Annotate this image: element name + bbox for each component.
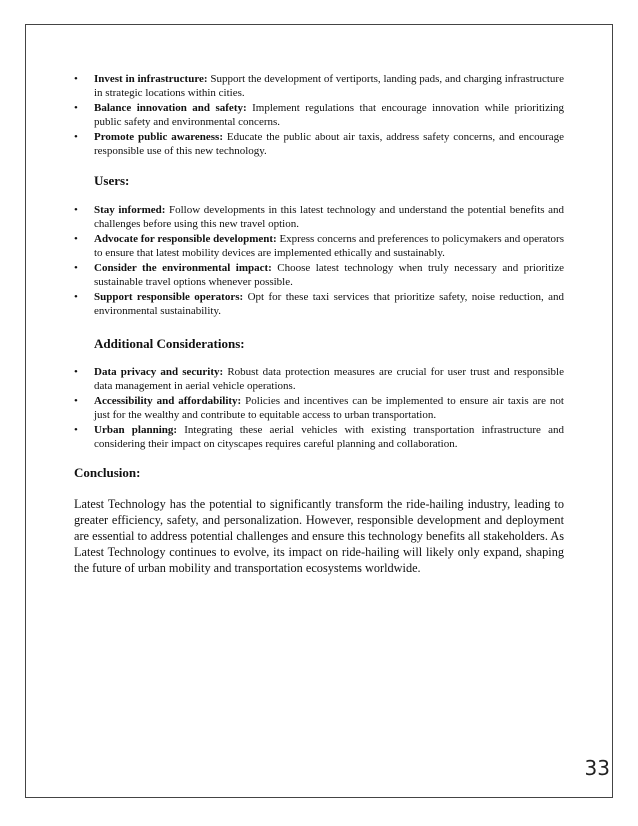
bullet-icon: • [74,262,78,274]
additional-considerations-heading: Additional Considerations: [94,336,245,351]
bullet-term: Data privacy and security: [94,366,224,378]
bullet-term: Support responsible operators: [94,291,244,303]
list-item [74,290,564,318]
bullet-icon: • [74,395,78,407]
bullet-icon: • [74,424,78,436]
list-item [74,423,564,451]
conclusion-heading: Conclusion: [74,465,141,480]
bullet-term: Promote public awareness: [94,131,223,143]
list-item [74,72,564,100]
bullet-icon: • [74,233,78,245]
bullet-text: Educate the public about air taxis, address safety concerns, and encourage responsible use of this new technology. [94,131,564,157]
list-item [74,232,564,260]
bullet-icon: • [74,131,78,143]
bullet-text: Policies and incentives can be implemented to ensure air taxis are not just for the wealthy and contribute to equitable access to urban transportation. [94,395,564,421]
users-heading: Users: [94,173,130,188]
list-item [74,130,564,158]
list-item [74,365,564,393]
bullet-text: Integrating these aerial vehicles with existing transportation infrastructure and considering their impact on cityscapes requires careful planning and collaboration. [94,424,564,450]
list-item [74,261,564,289]
bullet-text: Express concerns and preferences to policymakers and operators to ensure that latest mobility devices are implemented ethically and sustainably. [94,233,564,259]
bullet-term: Advocate for responsible development: [94,233,277,245]
bullet-term: Urban planning: [94,424,178,436]
additional-list [74,365,564,451]
bullet-icon: • [74,73,78,85]
bullet-term: Consider the environmental impact: [94,262,272,274]
bullet-term: Invest in infrastructure: [94,73,208,85]
bullet-text: Follow developments in this latest technology and understand the potential benefits and challenges before using this new travel option. [94,204,565,230]
bullet-term: Balance innovation and safety: [94,102,247,114]
list-item [74,101,564,129]
users-list [74,203,564,318]
page-number: 33 [584,756,610,780]
policy-list [74,72,564,158]
document-body [74,72,564,576]
list-item [74,203,564,231]
bullet-text: Opt for these taxi services that prioritize safety, noise reduction, and environmental sustainability. [94,291,564,317]
bullet-text: Robust data protection measures are crucial for user trust and responsible data management in aerial vehicle operations. [94,366,564,392]
list-item [74,394,564,422]
bullet-term: Accessibility and affordability: [94,395,242,407]
bullet-text: Choose latest technology when truly necessary and prioritize sustainable travel options whenever possible. [94,262,564,288]
bullet-icon: • [74,366,78,378]
bullet-text: Support the development of vertiports, landing pads, and charging infrastructure in strategic locations within cities. [94,73,564,99]
bullet-icon: • [74,204,78,216]
bullet-icon: • [74,291,78,303]
bullet-text: Implement regulations that encourage innovation while prioritizing public safety and environmental concerns. [94,102,565,128]
bullet-term: Stay informed: [94,204,166,216]
bullet-icon: • [74,102,78,114]
conclusion-paragraph: Latest Technology has the potential to significantly transform the ride-hailing industry, leading to greater efficiency, safety, and personalization. However, responsible development and deployment are essential to address potential challenges and ensure this technology benefits all stakeholders. As Latest Technology continues to evolve, its impact on ride-hailing will likely only expand, shaping the future of urban mobility and transportation ecosystems worldwide. [74,497,564,575]
